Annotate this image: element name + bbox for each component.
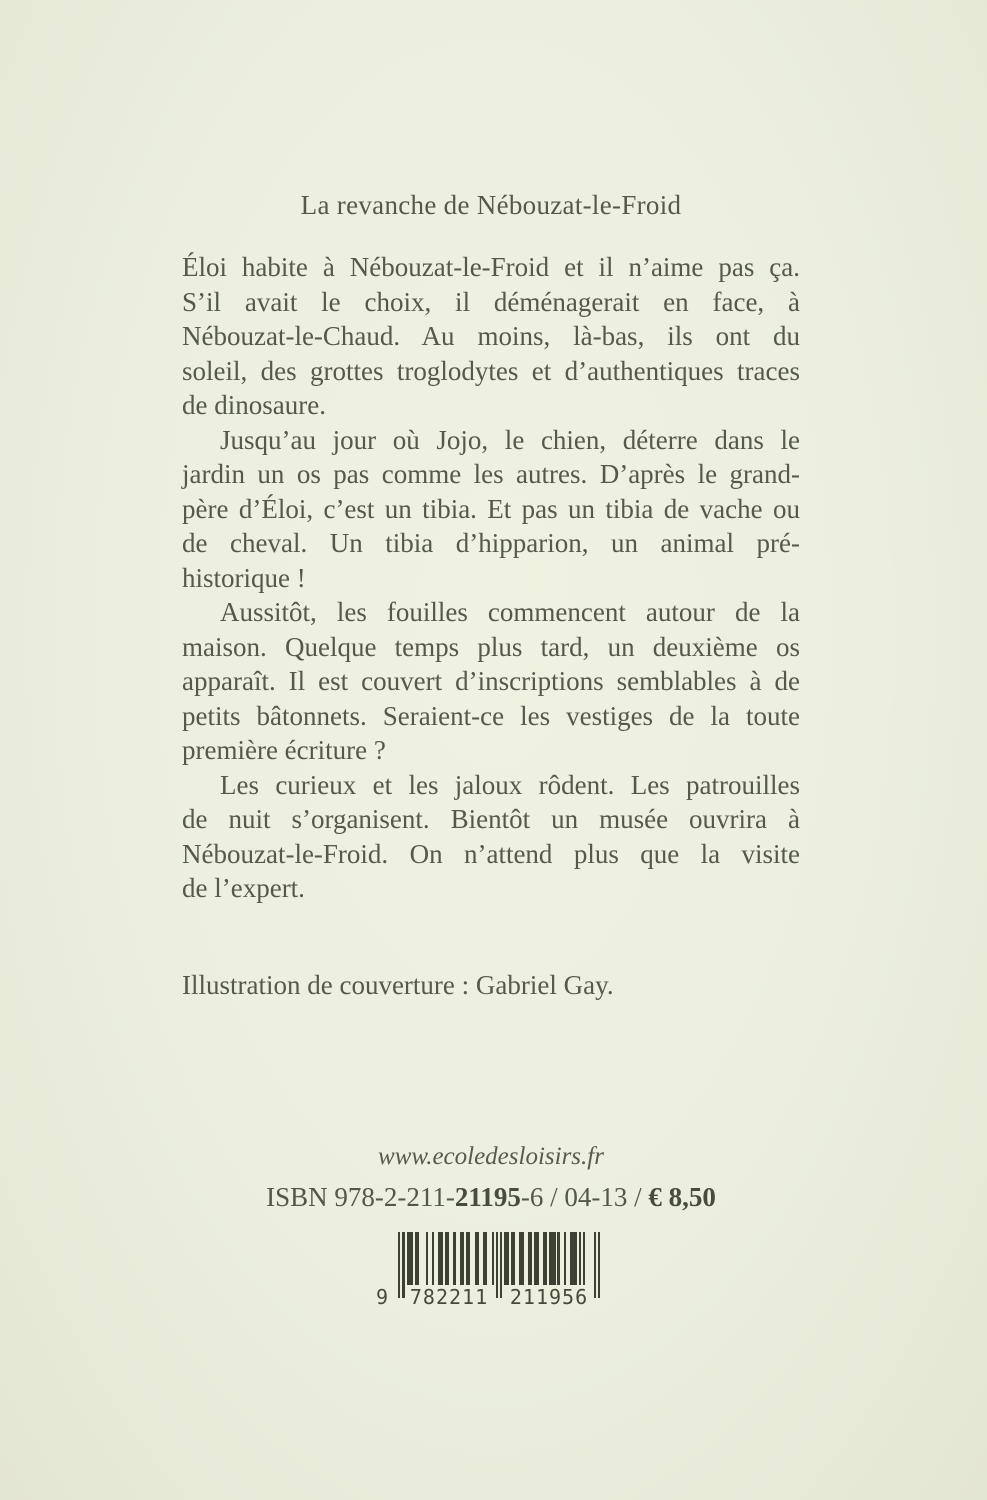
synopsis-line: Nébouzat-le-Froid. On n’attend plus que la visite: [182, 838, 800, 869]
synopsis-line: maison. Quelque temps plus tard, un deuxième os: [182, 631, 800, 662]
isbn-line: [182, 1182, 800, 1213]
synopsis-line: Jusqu’au jour où Jojo, le chien, déterre dans le: [220, 424, 800, 455]
synopsis-line: Aussitôt, les fouilles commencent autour de la: [220, 597, 800, 627]
synopsis-line: historique !: [182, 562, 306, 593]
isbn-prefix: ISBN 978-2-211-: [266, 1182, 455, 1212]
isbn-code-bold: 21195: [454, 1182, 521, 1212]
synopsis: [182, 250, 800, 906]
synopsis-line: première écriture ?: [182, 735, 386, 765]
synopsis-line: jardin un os pas comme les autres. D’après le grand-: [182, 459, 800, 489]
synopsis-paragraph: [182, 768, 800, 906]
synopsis-line: Les curieux et les jaloux rôdent. Les patrouilles: [220, 769, 800, 800]
synopsis-line: de l’expert.: [182, 873, 305, 903]
illustrator-credit: Illustration de couverture : Gabriel Gay.: [182, 970, 614, 1000]
isbn-middle: -6 / 04-13 /: [520, 1182, 649, 1212]
synopsis-paragraph: [182, 250, 800, 423]
synopsis-line: Éloi habite à Nébouzat-le-Froid et il n’aime pas ça.: [182, 252, 800, 282]
synopsis-line: petits bâtonnets. Seraient-ce les vestiges de la toute: [182, 700, 800, 731]
synopsis-line: de nuit s’organisent. Bientôt un musée ouvrira à: [182, 804, 800, 834]
synopsis-paragraph: [182, 595, 800, 768]
synopsis-line: soleil, des grottes troglodytes et d’authentiques traces: [182, 355, 800, 386]
synopsis-line: de cheval. Un tibia d’hipparion, un animal pré-: [182, 528, 800, 558]
barcode-digit-system: 9: [376, 1285, 389, 1309]
synopsis-line: de dinosaure.: [182, 390, 326, 420]
synopsis-paragraph: [182, 423, 800, 596]
barcode-digits-left: 782211: [409, 1285, 489, 1309]
synopsis-line: Nébouzat-le-Chaud. Au moins, là-bas, ils ont du: [182, 321, 800, 351]
synopsis-line: père d’Éloi, c’est un tibia. Et pas un tibia de vache ou: [182, 493, 800, 524]
ean13-barcode: [370, 1232, 606, 1312]
synopsis-line: apparaît. Il est couvert d’inscriptions semblables à de: [182, 666, 800, 696]
barcode-digits-right: 211956: [509, 1285, 589, 1309]
isbn-price-bold: € 8,50: [648, 1182, 716, 1212]
synopsis-line: S’il avait le choix, il déménagerait en face, à: [182, 286, 800, 317]
book-title: La revanche de Nébouzat-le-Froid: [300, 190, 682, 220]
publisher-website: www.ecoledesloisirs.fr: [378, 1143, 604, 1170]
